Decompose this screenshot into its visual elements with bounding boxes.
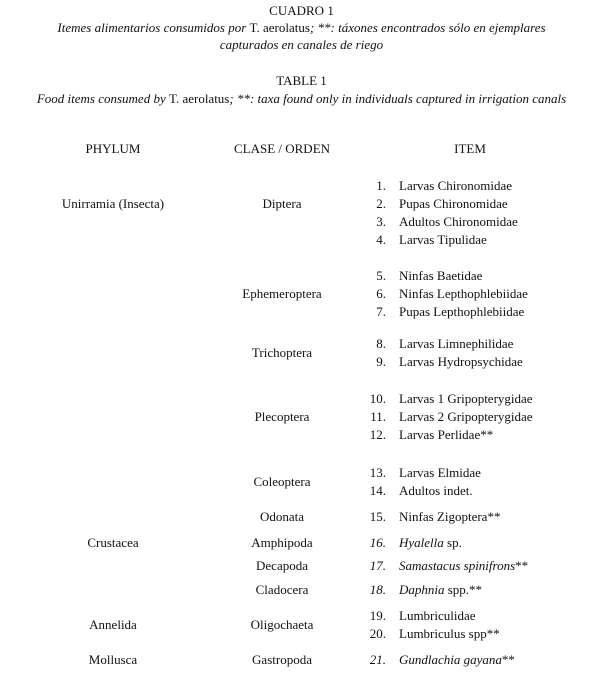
item-name: Larvas 2 Gripopterygidae [399, 409, 533, 424]
caption-es-post: ; **: táxones encontrados sólo en ejemplares [309, 20, 546, 35]
item-name [399, 535, 462, 551]
item-name-taxon: Gundlachia gayana [399, 652, 502, 667]
item-name: Adultos indet. [399, 483, 473, 498]
item-number: 6. [376, 286, 386, 301]
item-name: Pupas Lepthophlebiidae [399, 304, 525, 319]
item-name: Ninfas Lepthophlebiidae [399, 286, 528, 301]
item-name [399, 582, 482, 598]
header-clase-orden: CLASE / ORDEN [233, 141, 331, 156]
item-number: 18. [369, 582, 386, 597]
order-cell: Coleoptera [253, 474, 311, 489]
order-cell: Odonata [259, 509, 305, 524]
item-name-suffix: sp. [443, 535, 462, 550]
item-name: Larvas Chironomidae [399, 178, 512, 193]
order-cell: Decapoda [256, 558, 308, 573]
item-name: Ninfas Zigoptera** [399, 509, 501, 524]
item-number: 11. [370, 409, 386, 424]
caption-en-species: T. aerolatus [168, 91, 230, 106]
caption-title-es-line1 [0, 20, 603, 36]
order-cell: Ephemeroptera [242, 286, 322, 301]
item-number: 20. [369, 626, 386, 641]
header-item: ITEM [454, 141, 486, 156]
caption-es-species: T. aerolatus [249, 20, 310, 35]
item-name-suffix: ** [515, 558, 529, 573]
caption-en-post: ; **: taxa found only in individuals captured in irrigation canals [229, 91, 567, 106]
item-number: 19. [369, 608, 386, 623]
item-name: Larvas Perlidae** [399, 427, 494, 442]
order-cell: Gastropoda [252, 652, 312, 667]
item-number: 15. [369, 509, 386, 524]
item-number: 3. [376, 214, 386, 229]
item-name: Lumbriculidae [399, 608, 476, 623]
header-phylum: PHYLUM [85, 141, 141, 156]
item-name: Larvas Limnephilidae [399, 336, 514, 351]
item-number: 10. [369, 391, 386, 406]
order-cell: Cladocera [255, 582, 309, 597]
order-cell: Oligochaeta [250, 617, 314, 632]
caption-en-pre: Food items consumed by [36, 91, 169, 106]
item-name: Ninfas Baetidae [399, 268, 483, 283]
item-name-suffix: ** [501, 652, 515, 667]
caption-title-es-line2: capturados en canales de riego [219, 37, 384, 52]
item-name-taxon: Daphnia [399, 582, 445, 597]
item-number: 4. [376, 232, 386, 247]
item-name: Larvas Hydropsychidae [399, 354, 523, 369]
phylum-cell: Unirramia (Insecta) [61, 196, 165, 211]
phylum-cell: Mollusca [88, 652, 138, 667]
order-cell: Plecoptera [254, 409, 310, 424]
item-name-taxon: Samastacus spinifrons [399, 558, 516, 573]
caption-label-en: TABLE 1 [276, 73, 327, 88]
item-name [399, 558, 528, 574]
item-number: 17. [369, 558, 386, 573]
item-name: Larvas Tipulidae [399, 232, 487, 247]
item-name: Larvas 1 Gripopterygidae [399, 391, 533, 406]
caption-title-en [0, 91, 603, 107]
item-number: 21. [369, 652, 386, 667]
order-cell: Amphipoda [251, 535, 313, 550]
item-number: 13. [369, 465, 386, 480]
item-name: Larvas Elmidae [399, 465, 481, 480]
item-name-taxon: Hyalella [399, 535, 444, 550]
item-name: Adultos Chironomidae [399, 214, 518, 229]
item-number: 12. [369, 427, 386, 442]
item-number: 7. [376, 304, 386, 319]
order-cell: Trichoptera [251, 345, 313, 360]
item-number: 14. [369, 483, 386, 498]
phylum-cell: Crustacea [87, 535, 139, 550]
item-name: Lumbriculus spp** [399, 626, 500, 641]
caption-label-es: CUADRO 1 [269, 3, 334, 18]
item-name: Pupas Chironomidae [399, 196, 508, 211]
caption-es-pre: Itemes alimentarios consumidos por [57, 20, 250, 35]
item-name-suffix: spp.** [444, 582, 483, 597]
item-number: 1. [376, 178, 386, 193]
item-number: 2. [376, 196, 386, 211]
item-name [399, 652, 515, 668]
item-number: 8. [376, 336, 386, 351]
item-number: 16. [369, 535, 386, 550]
order-cell: Diptera [262, 196, 302, 211]
item-number: 5. [376, 268, 386, 283]
item-number: 9. [376, 354, 386, 369]
phylum-cell: Annelida [89, 617, 137, 632]
